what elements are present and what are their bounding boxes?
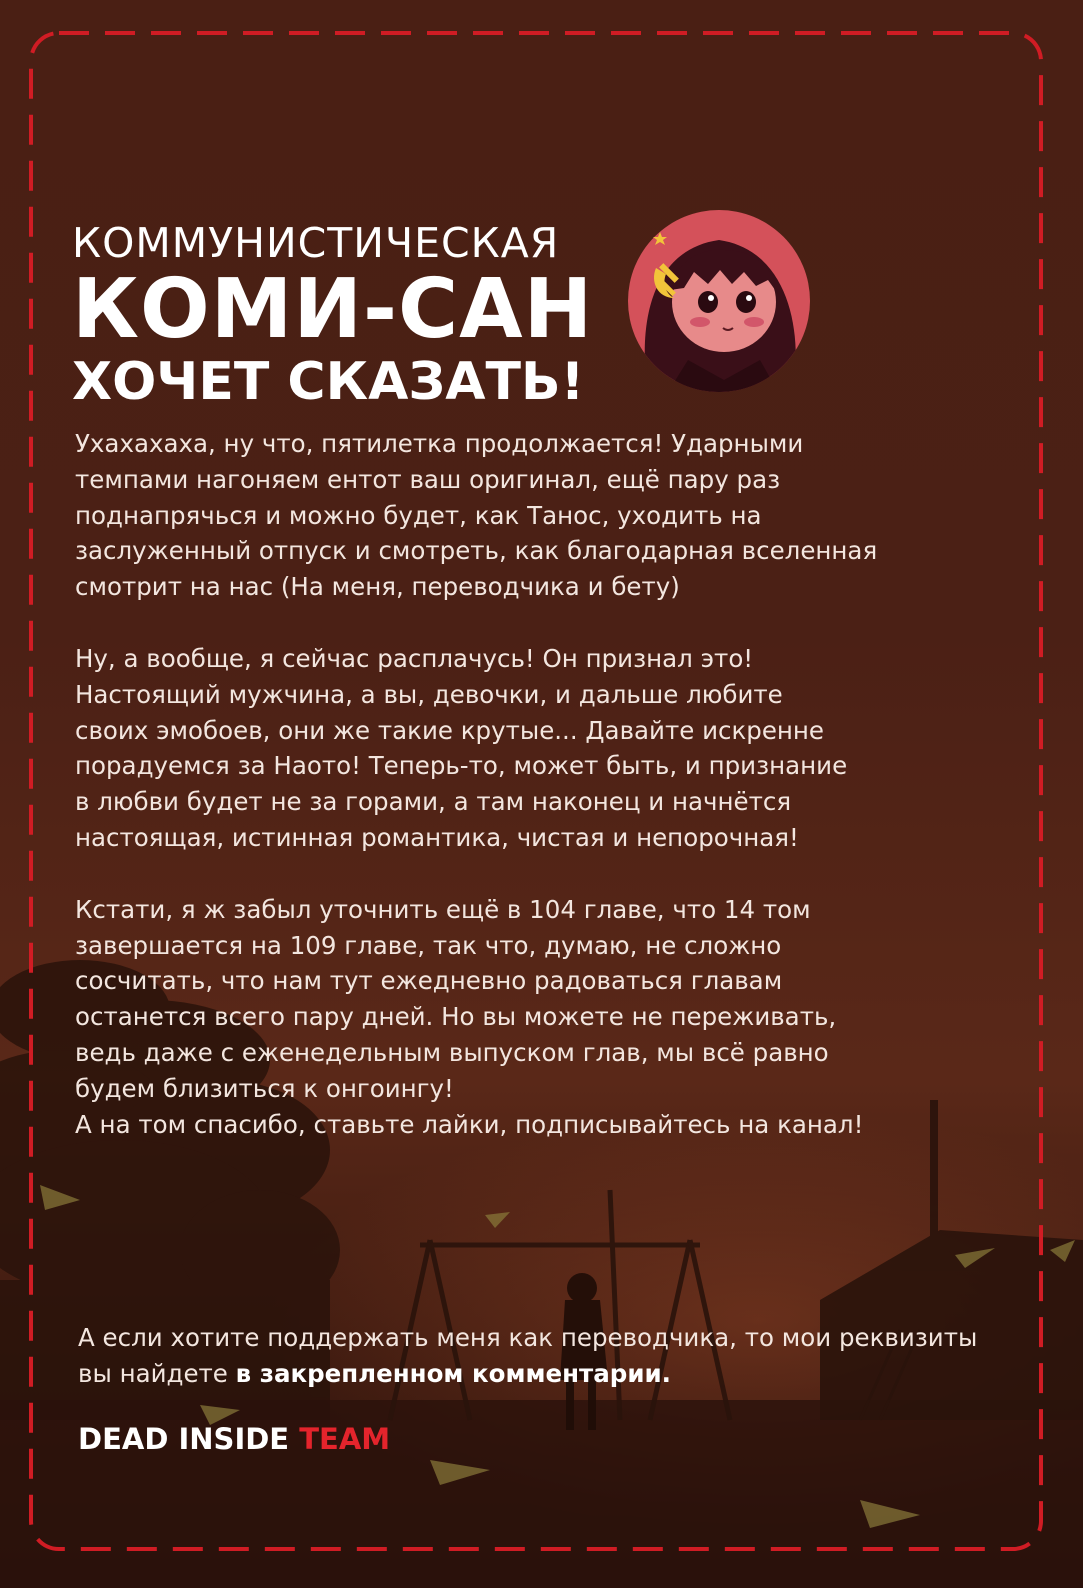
paragraph-1: Ухахахаха, ну что, пятилетка продолжается! Ударными темпами нагоняем ентот ваш оригинал, ещё пару раз поднапрячься и можно будет, как Танос, уходить на заслуженный отпуск и смотреть, как благодарная вселенная смотрит на нас (На меня, переводчика и бету)	[75, 429, 878, 602]
paragraph-2: Ну, а вообще, я сейчас расплачусь! Он признал это! Настоящий мужчина, а вы, девочки, и дальше любите своих эмобоев, они же такие крутые... Давайте искренне порадуемся за Наото! Теперь-то, может быть, и признание в любви будет не за горами, а там наконец и начнётся настоящая, истинная романтика, чистая и непорочная!	[75, 643, 848, 852]
title-block	[72, 220, 593, 412]
support-text: А если хотите поддержать меня как переводчика, то мои реквизиты вы найдете	[78, 1323, 978, 1388]
team-signature	[78, 1422, 390, 1456]
paragraph-3: Кстати, я ж забыл уточнить ещё в 104 главе, что 14 том завершается на 109 главе, так что, думаю, не сложно сосчитать, что нам тут ежедневно радоваться главам останется всего пару дней. Но вы можете не переживать, ведь даже с еженедельным выпуском глав, мы всё равно будем близиться к онгоингу! А на том спасибо, ставьте лайки, подписывайтесь на канал!	[75, 894, 864, 1139]
title-line-2: КОМИ-САН	[72, 262, 594, 357]
support-note	[78, 1320, 978, 1392]
title-line-3: ХОЧЕТ СКАЗАТЬ!	[72, 352, 585, 412]
team-name: DEAD INSIDE	[78, 1422, 290, 1456]
message-body	[75, 426, 1015, 1178]
avatar	[628, 210, 810, 392]
title-line-1: КОММУНИСТИЧЕСКАЯ	[72, 219, 560, 267]
support-link-text: в закрепленном комментарии.	[235, 1359, 671, 1388]
team-suffix: TEAM	[299, 1422, 391, 1456]
